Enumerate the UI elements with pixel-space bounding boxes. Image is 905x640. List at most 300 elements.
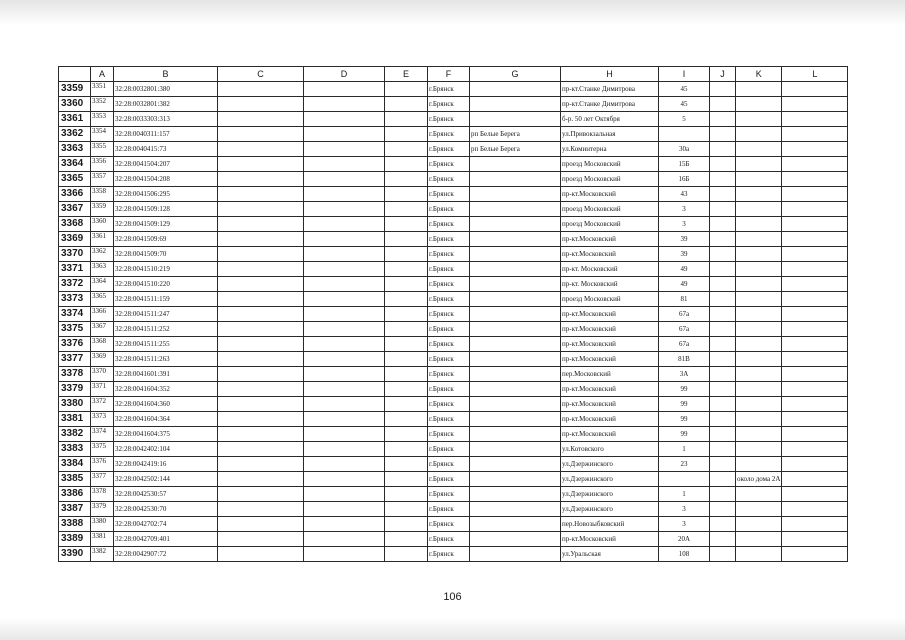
cell-e <box>385 232 428 247</box>
table-row <box>59 307 848 322</box>
cell-house-number: 5 <box>659 112 710 127</box>
cell-street: пр-кт.Московский <box>561 427 659 442</box>
cell-j <box>710 142 736 157</box>
cell-note <box>736 142 782 157</box>
cell-house-number: 45 <box>659 97 710 112</box>
cell-city: г.Брянск <box>428 517 470 532</box>
cell-settlement <box>470 457 561 472</box>
cell-j <box>710 427 736 442</box>
cell-c <box>218 322 304 337</box>
cell-j <box>710 292 736 307</box>
table-row <box>59 187 848 202</box>
cell-a: 3353 <box>91 112 114 127</box>
cell-l <box>782 97 848 112</box>
cell-a: 3360 <box>91 217 114 232</box>
cell-settlement <box>470 367 561 382</box>
table-row <box>59 457 848 472</box>
cell-cadastral-number: 32:28:0042419:16 <box>114 457 218 472</box>
cell-j <box>710 322 736 337</box>
cell-j <box>710 502 736 517</box>
cell-c <box>218 457 304 472</box>
cell-street: пр-кт.Московский <box>561 307 659 322</box>
cell-e <box>385 517 428 532</box>
cell-street: ул.Коминтерна <box>561 142 659 157</box>
cell-a: 3359 <box>91 202 114 217</box>
cell-a: 3363 <box>91 262 114 277</box>
table-row <box>59 487 848 502</box>
cell-a: 3361 <box>91 232 114 247</box>
row-number-cell: 3367 <box>59 202 91 217</box>
cell-a: 3382 <box>91 547 114 562</box>
cell-house-number: 16Б <box>659 172 710 187</box>
cell-e <box>385 172 428 187</box>
cell-house-number: 20А <box>659 532 710 547</box>
cell-street: пр-кт.Московский <box>561 382 659 397</box>
cell-city: г.Брянск <box>428 382 470 397</box>
cell-cadastral-number: 32:28:0041504:208 <box>114 172 218 187</box>
cell-note <box>736 457 782 472</box>
table-row <box>59 247 848 262</box>
cell-d <box>304 337 385 352</box>
cell-settlement <box>470 382 561 397</box>
cell-l <box>782 517 848 532</box>
cell-e <box>385 502 428 517</box>
cell-c <box>218 262 304 277</box>
table-row <box>59 382 848 397</box>
cell-house-number: 15Б <box>659 157 710 172</box>
cell-a: 3369 <box>91 352 114 367</box>
cell-e <box>385 397 428 412</box>
cell-note <box>736 82 782 97</box>
corner-cell <box>59 67 91 82</box>
row-number-cell: 3379 <box>59 382 91 397</box>
column-header: K <box>736 67 782 82</box>
cell-city: г.Брянск <box>428 277 470 292</box>
cell-a: 3366 <box>91 307 114 322</box>
cell-house-number: 67а <box>659 307 710 322</box>
cell-house-number: 1 <box>659 442 710 457</box>
cell-note <box>736 307 782 322</box>
cell-house-number: 49 <box>659 277 710 292</box>
cell-j <box>710 532 736 547</box>
cell-note <box>736 97 782 112</box>
cell-city: г.Брянск <box>428 82 470 97</box>
cell-j <box>710 352 736 367</box>
row-number-cell: 3366 <box>59 187 91 202</box>
cell-house-number: 108 <box>659 547 710 562</box>
cell-a: 3380 <box>91 517 114 532</box>
cell-e <box>385 277 428 292</box>
table-row <box>59 517 848 532</box>
cell-cadastral-number: 32:28:0041509:69 <box>114 232 218 247</box>
cell-settlement <box>470 262 561 277</box>
cell-house-number: 1 <box>659 487 710 502</box>
cell-l <box>782 247 848 262</box>
cell-a: 3373 <box>91 412 114 427</box>
cell-street: пр-кт.Московский <box>561 187 659 202</box>
cell-cadastral-number: 32:28:0041604:360 <box>114 397 218 412</box>
cell-street: ул.Привокзальная <box>561 127 659 142</box>
cell-c <box>218 112 304 127</box>
cell-street: пр-кт.Станке Димитрова <box>561 97 659 112</box>
cell-e <box>385 427 428 442</box>
cell-street: пр-кт. Московский <box>561 277 659 292</box>
cell-d <box>304 277 385 292</box>
row-number-cell: 3364 <box>59 157 91 172</box>
cell-street: пер.Новозыбковский <box>561 517 659 532</box>
cell-c <box>218 487 304 502</box>
cell-a: 3381 <box>91 532 114 547</box>
cell-settlement <box>470 157 561 172</box>
cell-house-number: 81В <box>659 352 710 367</box>
cell-j <box>710 442 736 457</box>
cell-j <box>710 487 736 502</box>
cell-settlement <box>470 292 561 307</box>
cell-settlement <box>470 547 561 562</box>
table-row <box>59 142 848 157</box>
cell-d <box>304 82 385 97</box>
cell-d <box>304 217 385 232</box>
cell-l <box>782 412 848 427</box>
cell-d <box>304 397 385 412</box>
cell-a: 3364 <box>91 277 114 292</box>
cell-house-number: 3 <box>659 217 710 232</box>
cell-j <box>710 412 736 427</box>
cell-e <box>385 487 428 502</box>
cell-l <box>782 127 848 142</box>
cell-street: пр-кт.Московский <box>561 322 659 337</box>
cell-d <box>304 502 385 517</box>
cell-j <box>710 382 736 397</box>
cell-house-number: 39 <box>659 232 710 247</box>
cell-c <box>218 367 304 382</box>
cell-a: 3355 <box>91 142 114 157</box>
cell-cadastral-number: 32:28:0033303:313 <box>114 112 218 127</box>
cell-house-number: 30а <box>659 142 710 157</box>
cell-cadastral-number: 32:28:0032801:380 <box>114 82 218 97</box>
row-number-cell: 3375 <box>59 322 91 337</box>
cell-city: г.Брянск <box>428 322 470 337</box>
cell-d <box>304 382 385 397</box>
column-header: E <box>385 67 428 82</box>
cell-note <box>736 337 782 352</box>
cell-j <box>710 187 736 202</box>
table-row <box>59 547 848 562</box>
cell-house-number <box>659 127 710 142</box>
cell-d <box>304 487 385 502</box>
cell-l <box>782 187 848 202</box>
cell-c <box>218 427 304 442</box>
table-row <box>59 217 848 232</box>
cell-a: 3374 <box>91 427 114 442</box>
cell-c <box>218 247 304 262</box>
table-row <box>59 442 848 457</box>
cell-settlement <box>470 307 561 322</box>
cell-e <box>385 382 428 397</box>
cell-city: г.Брянск <box>428 172 470 187</box>
cell-c <box>218 277 304 292</box>
cell-d <box>304 367 385 382</box>
cell-street: пр-кт.Московский <box>561 412 659 427</box>
cell-l <box>782 457 848 472</box>
cell-j <box>710 172 736 187</box>
row-number-cell: 3387 <box>59 502 91 517</box>
cell-street: проезд Московский <box>561 217 659 232</box>
cell-l <box>782 82 848 97</box>
row-number-cell: 3385 <box>59 472 91 487</box>
cell-house-number: 39 <box>659 247 710 262</box>
cell-d <box>304 472 385 487</box>
cell-d <box>304 247 385 262</box>
cell-e <box>385 262 428 277</box>
column-header: H <box>561 67 659 82</box>
cell-city: г.Брянск <box>428 262 470 277</box>
cell-l <box>782 352 848 367</box>
cell-cadastral-number: 32:28:0042907:72 <box>114 547 218 562</box>
cell-street: пер.Московский <box>561 367 659 382</box>
cell-settlement: рп Белые Берега <box>470 142 561 157</box>
cell-settlement <box>470 502 561 517</box>
cell-e <box>385 457 428 472</box>
cell-city: г.Брянск <box>428 487 470 502</box>
cell-cadastral-number: 32:28:0040311:157 <box>114 127 218 142</box>
row-number-cell: 3360 <box>59 97 91 112</box>
cell-street: б-р. 50 лет Октября <box>561 112 659 127</box>
cell-a: 3376 <box>91 457 114 472</box>
column-header: I <box>659 67 710 82</box>
cell-note <box>736 277 782 292</box>
cell-d <box>304 307 385 322</box>
table-row <box>59 532 848 547</box>
cell-cadastral-number: 32:28:0041601:391 <box>114 367 218 382</box>
row-number-cell: 3363 <box>59 142 91 157</box>
cell-house-number <box>659 472 710 487</box>
cell-settlement <box>470 517 561 532</box>
cell-c <box>218 517 304 532</box>
cell-city: г.Брянск <box>428 217 470 232</box>
cell-street: ул.Котовского <box>561 442 659 457</box>
cell-cadastral-number: 32:28:0041509:129 <box>114 217 218 232</box>
row-number-cell: 3365 <box>59 172 91 187</box>
cell-l <box>782 487 848 502</box>
cell-cadastral-number: 32:28:0032801:382 <box>114 97 218 112</box>
table-row <box>59 127 848 142</box>
cell-d <box>304 112 385 127</box>
cell-l <box>782 547 848 562</box>
cell-city: г.Брянск <box>428 97 470 112</box>
scan-shadow-bottom <box>0 618 905 640</box>
cell-e <box>385 337 428 352</box>
cell-c <box>218 442 304 457</box>
cell-cadastral-number: 32:28:0041504:207 <box>114 157 218 172</box>
cell-c <box>218 532 304 547</box>
cell-c <box>218 412 304 427</box>
cell-note <box>736 412 782 427</box>
cell-settlement <box>470 277 561 292</box>
cell-l <box>782 217 848 232</box>
table-row <box>59 277 848 292</box>
row-number-cell: 3384 <box>59 457 91 472</box>
cell-city: г.Брянск <box>428 337 470 352</box>
cell-l <box>782 532 848 547</box>
cell-settlement <box>470 427 561 442</box>
cell-house-number: 45 <box>659 82 710 97</box>
cell-c <box>218 97 304 112</box>
cell-j <box>710 112 736 127</box>
cell-city: г.Брянск <box>428 502 470 517</box>
cell-e <box>385 547 428 562</box>
cell-street: проезд Московский <box>561 292 659 307</box>
cell-city: г.Брянск <box>428 442 470 457</box>
cell-a: 3352 <box>91 97 114 112</box>
cell-e <box>385 442 428 457</box>
cell-d <box>304 127 385 142</box>
table-row <box>59 472 848 487</box>
cell-d <box>304 187 385 202</box>
cell-l <box>782 442 848 457</box>
cell-city: г.Брянск <box>428 352 470 367</box>
cell-j <box>710 457 736 472</box>
cell-e <box>385 202 428 217</box>
table-row <box>59 397 848 412</box>
cell-e <box>385 532 428 547</box>
cell-city: г.Брянск <box>428 202 470 217</box>
cell-city: г.Брянск <box>428 427 470 442</box>
cell-cadastral-number: 32:28:0041604:364 <box>114 412 218 427</box>
cell-settlement <box>470 202 561 217</box>
cell-house-number: 3 <box>659 502 710 517</box>
spreadsheet-table <box>58 66 848 562</box>
cell-note <box>736 442 782 457</box>
column-header: D <box>304 67 385 82</box>
table-row <box>59 262 848 277</box>
cell-c <box>218 502 304 517</box>
cell-note <box>736 157 782 172</box>
cell-j <box>710 262 736 277</box>
cell-settlement <box>470 97 561 112</box>
cell-note <box>736 292 782 307</box>
cell-house-number: 67а <box>659 337 710 352</box>
cell-e <box>385 352 428 367</box>
cell-city: г.Брянск <box>428 367 470 382</box>
table-row <box>59 172 848 187</box>
cell-j <box>710 367 736 382</box>
cell-c <box>218 172 304 187</box>
cell-street: пр-кт. Московский <box>561 262 659 277</box>
cell-cadastral-number: 32:28:0041511:159 <box>114 292 218 307</box>
table-row <box>59 157 848 172</box>
cell-street: пр-кт.Станке Димитрова <box>561 82 659 97</box>
cell-l <box>782 472 848 487</box>
cell-a: 3365 <box>91 292 114 307</box>
cell-cadastral-number: 32:28:0041511:252 <box>114 322 218 337</box>
cell-l <box>782 112 848 127</box>
cell-settlement <box>470 172 561 187</box>
cell-a: 3379 <box>91 502 114 517</box>
cell-e <box>385 112 428 127</box>
cell-settlement <box>470 472 561 487</box>
cell-note <box>736 367 782 382</box>
table-row <box>59 82 848 97</box>
cell-a: 3377 <box>91 472 114 487</box>
cell-street: пр-кт.Московский <box>561 397 659 412</box>
row-number-cell: 3380 <box>59 397 91 412</box>
cell-house-number: 99 <box>659 382 710 397</box>
cell-settlement <box>470 337 561 352</box>
cell-e <box>385 322 428 337</box>
cell-city: г.Брянск <box>428 127 470 142</box>
cell-note <box>736 397 782 412</box>
cell-c <box>218 232 304 247</box>
cell-j <box>710 397 736 412</box>
row-number-cell: 3368 <box>59 217 91 232</box>
table-row <box>59 352 848 367</box>
row-number-cell: 3381 <box>59 412 91 427</box>
cell-e <box>385 82 428 97</box>
table-row <box>59 232 848 247</box>
cell-note <box>736 517 782 532</box>
cell-settlement <box>470 532 561 547</box>
cell-a: 3362 <box>91 247 114 262</box>
cell-house-number: 99 <box>659 397 710 412</box>
cell-a: 3372 <box>91 397 114 412</box>
cell-l <box>782 367 848 382</box>
cell-street: проезд Московский <box>561 172 659 187</box>
row-number-cell: 3374 <box>59 307 91 322</box>
cell-d <box>304 232 385 247</box>
cell-d <box>304 292 385 307</box>
cell-l <box>782 307 848 322</box>
cell-j <box>710 517 736 532</box>
cell-l <box>782 397 848 412</box>
cell-house-number: 67а <box>659 322 710 337</box>
cell-l <box>782 292 848 307</box>
cell-d <box>304 202 385 217</box>
cell-a: 3357 <box>91 172 114 187</box>
cell-l <box>782 142 848 157</box>
cell-e <box>385 157 428 172</box>
cell-city: г.Брянск <box>428 307 470 322</box>
page-number: 106 <box>443 591 462 603</box>
cell-c <box>218 82 304 97</box>
cell-note: около дома 2А <box>736 472 782 487</box>
cell-l <box>782 337 848 352</box>
row-number-cell: 3383 <box>59 442 91 457</box>
cell-d <box>304 352 385 367</box>
cell-e <box>385 247 428 262</box>
cell-cadastral-number: 32:28:0042709:401 <box>114 532 218 547</box>
cell-d <box>304 412 385 427</box>
row-number-cell: 3371 <box>59 262 91 277</box>
cell-city: г.Брянск <box>428 547 470 562</box>
cell-l <box>782 172 848 187</box>
cell-c <box>218 307 304 322</box>
cell-house-number: 3А <box>659 367 710 382</box>
cell-note <box>736 112 782 127</box>
cell-d <box>304 262 385 277</box>
cell-l <box>782 277 848 292</box>
scan-shadow-top <box>0 0 905 26</box>
row-number-cell: 3377 <box>59 352 91 367</box>
column-header: L <box>782 67 848 82</box>
cell-settlement <box>470 82 561 97</box>
cell-e <box>385 217 428 232</box>
cell-cadastral-number: 32:28:0042402:104 <box>114 442 218 457</box>
cell-house-number: 23 <box>659 457 710 472</box>
column-header: B <box>114 67 218 82</box>
cell-city: г.Брянск <box>428 472 470 487</box>
cell-j <box>710 337 736 352</box>
